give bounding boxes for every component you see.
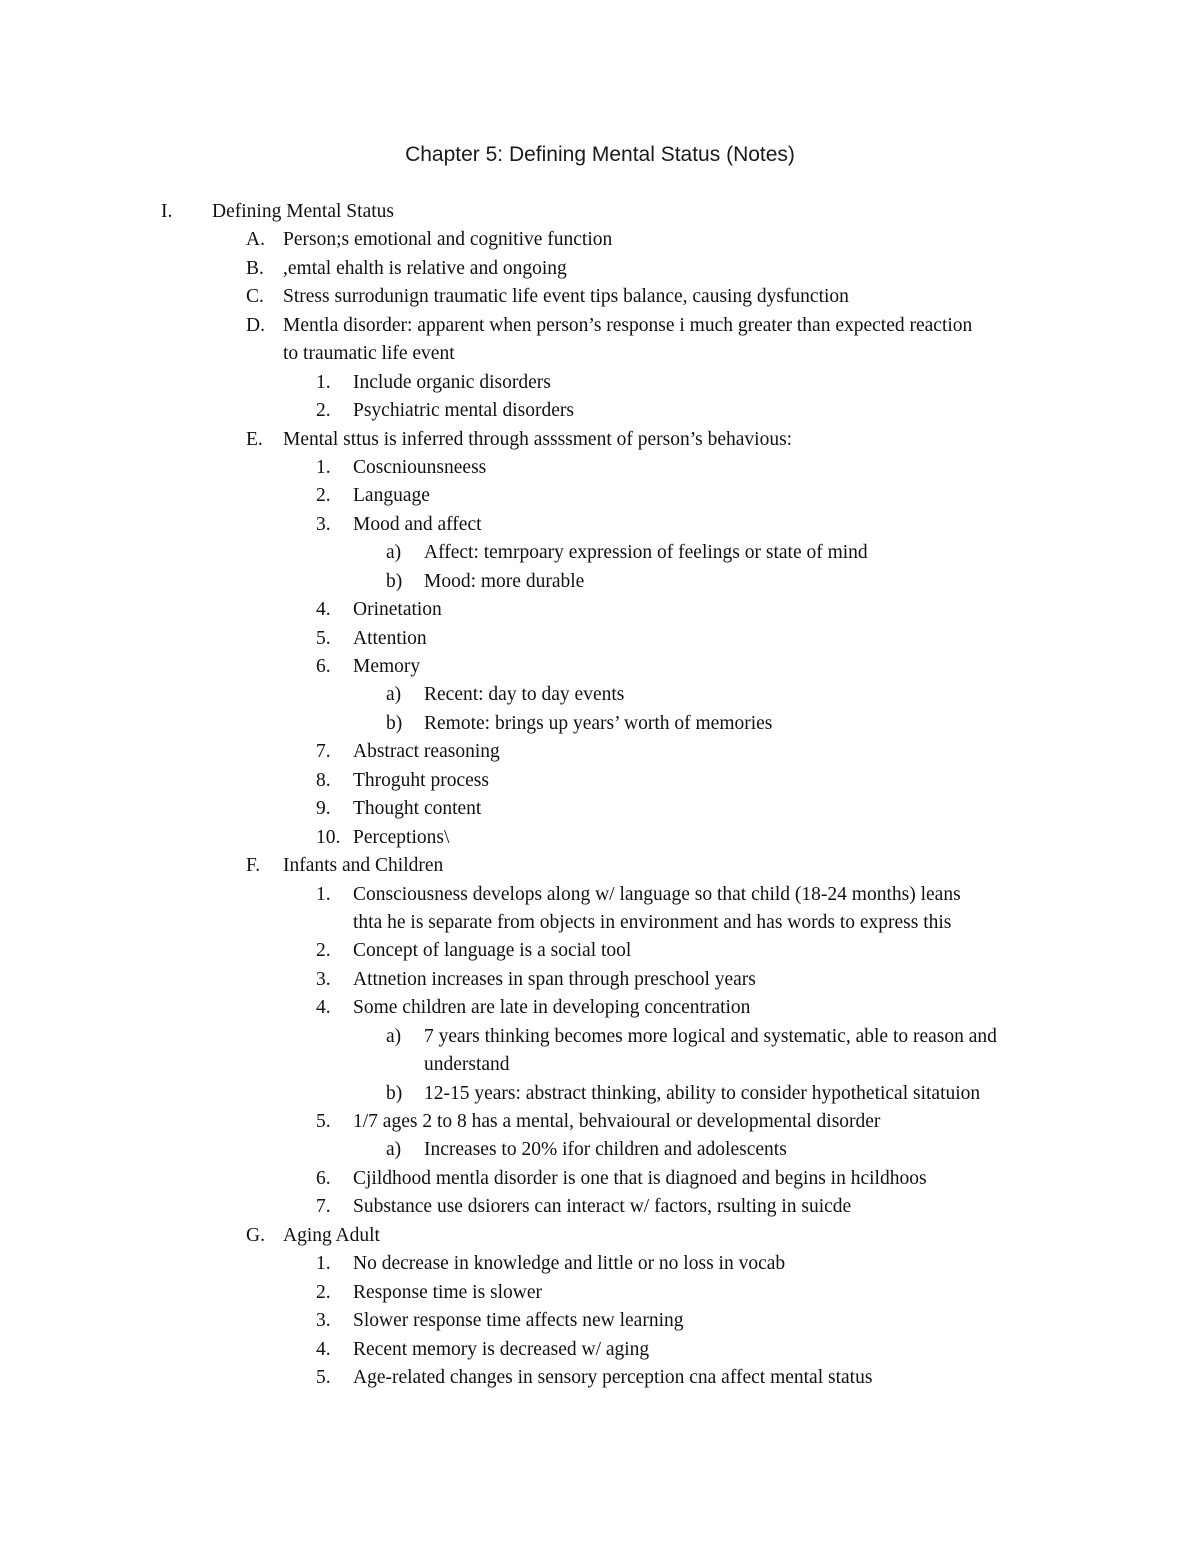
outline-line bbox=[0, 283, 1200, 311]
outline-line bbox=[0, 482, 1200, 510]
outline-text: understand bbox=[424, 1054, 510, 1076]
outline-text: Response time is slower bbox=[353, 1281, 543, 1303]
outline-line bbox=[0, 824, 1200, 852]
outline-line bbox=[0, 1165, 1200, 1193]
outline-marker: I. bbox=[161, 201, 173, 222]
outline-line bbox=[0, 881, 1200, 909]
outline-text: Orinetation bbox=[353, 599, 442, 621]
outline-text: Language bbox=[353, 485, 430, 507]
outline-text: to traumatic life event bbox=[283, 343, 455, 365]
outline-marker: 2. bbox=[316, 400, 331, 422]
outline-text: Increases to 20% ifor children and adolescents bbox=[424, 1139, 787, 1161]
outline-text: Concept of language is a social tool bbox=[353, 940, 632, 962]
outline-text: Mentla disorder: apparent when person’s response i much greater than expected reaction bbox=[283, 314, 973, 336]
outline-marker: 4. bbox=[316, 1338, 331, 1360]
outline-line bbox=[0, 681, 1200, 709]
outline-line bbox=[0, 738, 1200, 766]
outline-text: Infants and Children bbox=[283, 855, 444, 877]
outline-text: Age-related changes in sensory perception cna affect mental status bbox=[353, 1366, 873, 1388]
outline-line bbox=[0, 767, 1200, 795]
outline-text: Throguht process bbox=[353, 769, 489, 791]
outline-line bbox=[0, 625, 1200, 653]
outline-marker: a) bbox=[386, 1025, 402, 1047]
outline-marker: a) bbox=[386, 1139, 402, 1161]
outline-marker: 2. bbox=[316, 940, 331, 962]
outline-text: Some children are late in developing concentration bbox=[353, 997, 751, 1019]
outline-text: Include organic disorders bbox=[353, 371, 551, 393]
outline-text: Recent: day to day events bbox=[424, 684, 625, 706]
outline-marker: a) bbox=[386, 684, 402, 706]
outline-text: Coscniounsneess bbox=[353, 456, 487, 478]
outline-text: Recent memory is decreased w/ aging bbox=[353, 1338, 650, 1360]
outline-text: Cjildhood mentla disorder is one that is diagnoed and begins in hcildhoos bbox=[353, 1167, 927, 1189]
outline-marker: 1. bbox=[316, 883, 331, 905]
outline-text: No decrease in knowledge and little or no loss in vocab bbox=[353, 1253, 786, 1275]
outline-marker: 5. bbox=[316, 627, 331, 649]
outline-line bbox=[0, 426, 1200, 454]
outline-line bbox=[0, 1336, 1200, 1364]
outline-line bbox=[0, 255, 1200, 283]
outline-line bbox=[0, 994, 1200, 1022]
outline-marker: 1. bbox=[316, 1253, 331, 1275]
outline-line bbox=[0, 539, 1200, 567]
outline-line bbox=[0, 1279, 1200, 1307]
outline-marker: 7. bbox=[316, 1196, 331, 1218]
outline-line bbox=[0, 1051, 1200, 1079]
outline-line bbox=[0, 312, 1200, 340]
outline-text: Thought content bbox=[353, 798, 482, 820]
outline-text: Remote: brings up years’ worth of memories bbox=[424, 712, 773, 734]
outline-text: ,emtal ehalth is relative and ongoing bbox=[283, 257, 567, 279]
outline-text: Stress surrodunign traumatic life event tips balance, causing dysfunction bbox=[283, 286, 849, 308]
outline-text: thta he is separate from objects in environment and has words to express this bbox=[353, 911, 952, 933]
outline-line bbox=[0, 1364, 1200, 1392]
notes-outline bbox=[0, 198, 1200, 1392]
outline-text: Mood: more durable bbox=[424, 570, 585, 592]
outline-text: Attnetion increases in span through preschool years bbox=[353, 968, 756, 990]
outline-marker: 3. bbox=[316, 1310, 331, 1332]
outline-marker: F. bbox=[246, 855, 261, 877]
outline-text: Slower response time affects new learning bbox=[353, 1310, 684, 1332]
outline-line bbox=[0, 596, 1200, 624]
outline-marker: 1. bbox=[316, 371, 331, 393]
outline-marker: 2. bbox=[316, 485, 331, 507]
outline-line bbox=[0, 340, 1200, 368]
outline-text: 1/7 ages 2 to 8 has a mental, behvaioural or developmental disorder bbox=[353, 1111, 881, 1132]
outline-line bbox=[0, 1222, 1200, 1250]
outline-text: Psychiatric mental disorders bbox=[353, 400, 574, 422]
outline-marker: 4. bbox=[316, 997, 331, 1019]
outline-text: Consciousness develops along w/ language so that child (18-24 months) leans bbox=[353, 883, 961, 905]
outline-marker: 9. bbox=[316, 798, 331, 820]
outline-marker: 2. bbox=[316, 1281, 331, 1303]
outline-text: Memory bbox=[353, 656, 421, 677]
outline-marker: E. bbox=[246, 428, 263, 450]
outline-marker: 6. bbox=[316, 656, 331, 677]
outline-line bbox=[0, 1108, 1200, 1136]
outline-text: Mood and affect bbox=[353, 513, 482, 535]
page-title: Chapter 5: Defining Mental Status (Notes) bbox=[405, 143, 795, 166]
outline-text: 12-15 years: abstract thinking, ability to consider hypothetical sitatuion bbox=[424, 1082, 981, 1104]
outline-line bbox=[0, 1193, 1200, 1221]
outline-line bbox=[0, 795, 1200, 823]
outline-marker: 6. bbox=[316, 1167, 331, 1189]
outline-marker: D. bbox=[246, 314, 265, 336]
outline-marker: b) bbox=[386, 1082, 403, 1104]
outline-text: Aging Adult bbox=[283, 1224, 380, 1246]
outline-line bbox=[0, 1307, 1200, 1335]
outline-marker: A. bbox=[246, 229, 265, 251]
outline-text: Mental sttus is inferred through assssment of person’s behavious: bbox=[283, 428, 793, 450]
outline-marker: 8. bbox=[316, 769, 331, 791]
outline-marker: 3. bbox=[316, 968, 331, 990]
outline-text: Person;s emotional and cognitive function bbox=[283, 229, 613, 251]
outline-line bbox=[0, 397, 1200, 425]
outline-text: Attention bbox=[353, 627, 427, 649]
outline-line bbox=[0, 369, 1200, 397]
outline-line bbox=[0, 852, 1200, 880]
outline-text: Affect: temrpoary expression of feelings or state of mind bbox=[424, 542, 868, 564]
outline-marker: 10. bbox=[316, 826, 341, 848]
outline-line bbox=[0, 653, 1200, 681]
outline-line bbox=[0, 1136, 1200, 1164]
outline-line bbox=[0, 710, 1200, 738]
outline-marker: C. bbox=[246, 286, 264, 308]
outline-line bbox=[0, 1023, 1200, 1051]
outline-line bbox=[0, 1250, 1200, 1278]
outline-line bbox=[0, 454, 1200, 482]
outline-marker: 3. bbox=[316, 513, 331, 535]
outline-line bbox=[0, 966, 1200, 994]
outline-marker: b) bbox=[386, 712, 403, 734]
outline-text: Defining Mental Status bbox=[212, 201, 394, 222]
outline-marker: 5. bbox=[316, 1111, 331, 1132]
outline-text: Substance use dsiorers can interact w/ factors, rsulting in suicde bbox=[353, 1196, 852, 1218]
outline-marker: b) bbox=[386, 570, 403, 592]
outline-line bbox=[0, 198, 1200, 226]
outline-marker: B. bbox=[246, 257, 264, 279]
outline-text: 7 years thinking becomes more logical and systematic, able to reason and bbox=[424, 1025, 997, 1047]
outline-line bbox=[0, 568, 1200, 596]
outline-marker: 4. bbox=[316, 599, 331, 621]
outline-marker: G. bbox=[246, 1224, 265, 1246]
outline-marker: a) bbox=[386, 542, 402, 564]
outline-line bbox=[0, 511, 1200, 539]
outline-line bbox=[0, 226, 1200, 254]
outline-marker: 7. bbox=[316, 741, 331, 763]
outline-text: Perceptions\ bbox=[353, 826, 450, 848]
outline-marker: 1. bbox=[316, 456, 331, 478]
outline-line bbox=[0, 909, 1200, 937]
outline-line bbox=[0, 1080, 1200, 1108]
outline-line bbox=[0, 937, 1200, 965]
outline-marker: 5. bbox=[316, 1366, 331, 1388]
outline-text: Abstract reasoning bbox=[353, 741, 500, 763]
